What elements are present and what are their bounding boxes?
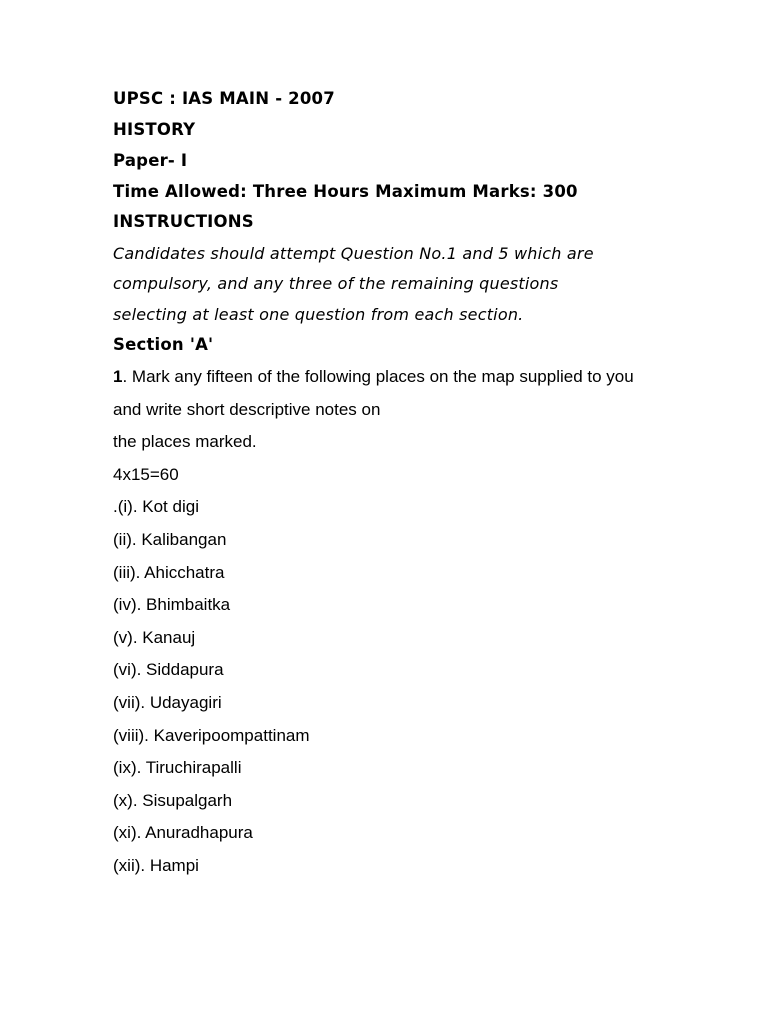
question-1-text: . Mark any fifteen of the following places on the map supplied to you xyxy=(122,367,634,386)
list-item: (xi). Anuradhapura xyxy=(113,823,253,842)
time-marks-line: Time Allowed: Three Hours Maximum Marks: 300 xyxy=(113,182,578,201)
section-heading: Section 'A' xyxy=(113,335,214,354)
list-item: (x). Sisupalgarh xyxy=(113,791,233,810)
list-item: .(i). Kot digi xyxy=(113,497,199,516)
instructions-line-2: compulsory, and any three of the remaining questions xyxy=(113,274,559,293)
list-item: (ix). Tiruchirapalli xyxy=(113,758,242,777)
instructions-heading: INSTRUCTIONS xyxy=(113,212,254,231)
question-1-line-1 xyxy=(113,367,634,387)
list-item: (iv). Bhimbaitka xyxy=(113,595,231,614)
question-1-line-2: and write short descriptive notes on xyxy=(113,400,381,419)
question-1-line-3: the places marked. xyxy=(113,432,257,451)
instructions-line-1: Candidates should attempt Question No.1 and 5 which are xyxy=(113,244,594,263)
question-number: 1 xyxy=(113,367,123,386)
exam-title: UPSC : IAS MAIN - 2007 xyxy=(113,89,335,108)
list-item: (xii). Hampi xyxy=(113,856,199,875)
subject-heading: HISTORY xyxy=(113,120,196,139)
paper-heading: Paper- I xyxy=(113,151,188,170)
question-1-marks: 4x15=60 xyxy=(113,465,179,484)
list-item: (iii). Ahicchatra xyxy=(113,563,225,582)
list-item: (vi). Siddapura xyxy=(113,660,224,679)
instructions-line-3: selecting at least one question from each section. xyxy=(113,305,524,324)
list-item: (viii). Kaveripoompattinam xyxy=(113,726,310,745)
list-item: (v). Kanauj xyxy=(113,628,196,647)
list-item: (ii). Kalibangan xyxy=(113,530,227,549)
list-item: (vii). Udayagiri xyxy=(113,693,222,712)
